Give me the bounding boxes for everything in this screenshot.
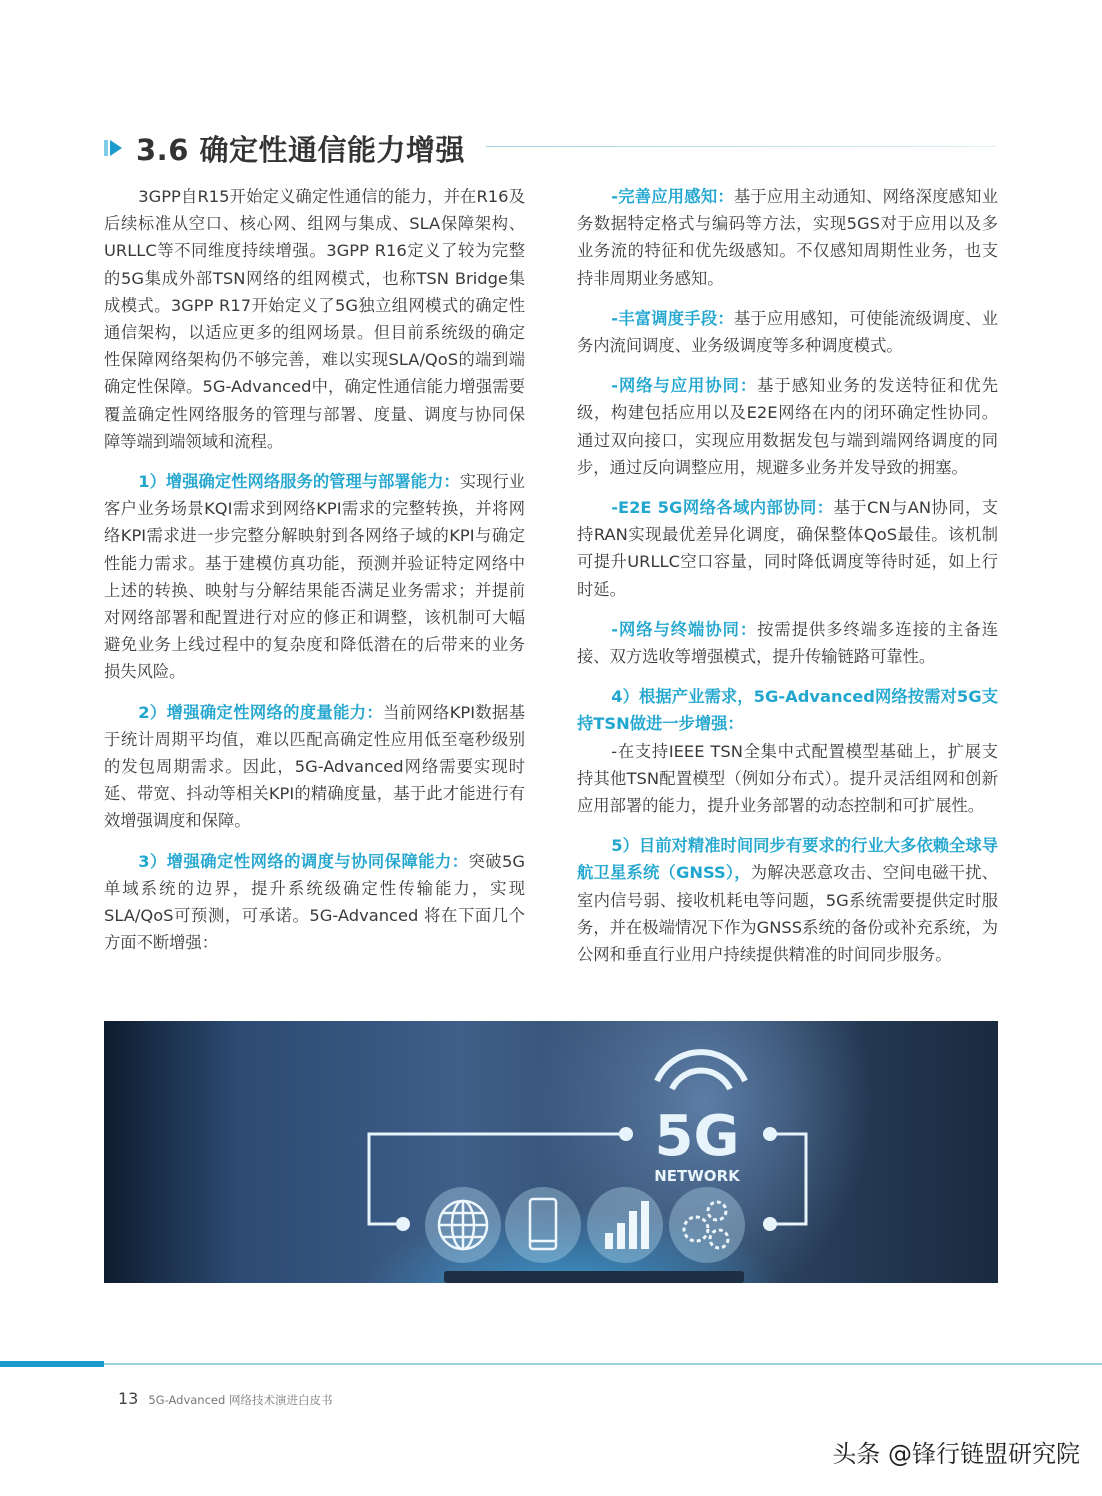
section-title: 3.6 确定性通信能力增强: [136, 132, 465, 167]
watermark-row: [0, 1408, 1102, 1489]
5g-network-image: [104, 1021, 998, 1283]
watermark: 头条 @锋行链盟研究院: [832, 1440, 1080, 1469]
bullet-body: 基于应用感知，可使能流级调度、业务内流间调度、业务级调度等多种调度模式。: [577, 308, 998, 356]
logo-5g: 5G: [654, 1104, 740, 1170]
logo-network: NETWORK: [654, 1167, 740, 1186]
bullet-scheduling: [577, 305, 998, 359]
footer-divider-wrap: [0, 1361, 1102, 1369]
bullet-e2e: [577, 494, 998, 603]
footer: [118, 1389, 1102, 1408]
item-1-body: 实现行业客户业务场景KQI需求到网络KPI需求的完整转换，并将网络KPI需求进一步完整分解映射到各网络子域的KPI与确定性能力需求。基于建模仿真功能，预测并验证特定网络中上述的转换、映射与分解结果能否满足业务需求；并提前对网络部署和配置进行对应的修正和调整，该机制可大幅避免业务上线过程中的复杂度和降低潜在的后带来的业务损失风险。: [104, 472, 525, 682]
phone-edge: [444, 1271, 744, 1283]
bullet-heading: -网络与终端协同：: [611, 619, 758, 639]
right-column: [577, 183, 998, 981]
left-column: [104, 183, 525, 969]
document-title: 5G-Advanced 网络技术演进白皮书: [148, 1393, 333, 1408]
item-3-heading: 3）增强确定性网络的调度与协同保障能力：: [138, 851, 469, 871]
item-2: [104, 699, 525, 835]
page-number: 13: [118, 1389, 139, 1409]
item-2-body: 当前网络KPI数据基于统计周期平均值，难以匹配高确定性应用低至毫秒级别的发包周期需求。因此，5G-Advanced网络需要实现时延、带宽、抖动等相关KPI的精确度量，基于此才能进行有效增强调度和保障。: [104, 702, 525, 831]
item-5-body: 为解决恶意攻击、空间电磁干扰、室内信号弱、接收机耗电等问题，5G系统需要提供定时服务，并在极端情况下作为GNSS系统的备份或补充系统，为公网和垂直行业用户持续提供精准的时间同步服务。: [577, 863, 998, 965]
item-5-heading: 5）目前对精准时间同步有要求的行业大多依赖全球导航卫星系统（GNSS），: [577, 836, 998, 883]
item-5: [577, 832, 998, 968]
item-3: [104, 848, 525, 957]
bullet-body: 基于感知业务的发送特征和优先级，构建包括应用以及E2E网络在内的闭环确定性协同。通过双向接口，实现应用数据发包与端到端网络调度的同步，通过反向调整应用，规避多业务并发导致的拥塞。: [577, 376, 998, 477]
text-columns: [104, 183, 998, 981]
item-1: [104, 468, 525, 686]
wifi-icon: [657, 1052, 745, 1089]
bullet-heading: -网络与应用协同：: [611, 376, 758, 396]
footer-divider: [0, 1363, 1102, 1365]
bullet-app-awareness: [577, 183, 998, 292]
item-4-body: -在支持IEEE TSN全集中式配置模型基础上，扩展支持其他TSN配置模型（例如分布式）。提升灵活组网和创新应用部署的能力，提升业务部署的动态控制和可扩展性。: [577, 741, 998, 816]
bullet-body: 基于应用主动通知、网络深度感知业务数据特定格式与编码等方法，实现5GS对于应用以及多业务流的特征和优先级感知。不仅感知周期性业务，也支持非周期业务感知。: [577, 187, 998, 288]
item-2-heading: 2）增强确定性网络的度量能力：: [138, 702, 384, 722]
bullet-network-app: [577, 372, 998, 481]
intro-paragraph: 3GPP自R15开始定义确定性通信的能力，并在R16及后续标准从空口、核心网、组网与集成、SLA保障架构、URLLC等不同维度持续增强。3GPP R16定义了较为完整的5G集成外部TSN网络的组网模式，也称TSN Bridge集成模式。3GPP R17开始定义了5G独立组网模式的确定性通信架构，以适应更多的组网场景。但目前系统级的确定性保障网络架构仍不够完善，难以实现SLA/QoS的端到端确定性保障。5G-Advanced中，确定性通信能力增强需要覆盖确定性网络服务的管理与部署、度量、调度与协同保障等端到端领域和流程。: [104, 187, 525, 451]
item-1-heading: 1）增强确定性网络服务的管理与部署能力：: [138, 472, 460, 492]
bullet-terminal: [577, 616, 998, 670]
bullet-body: 按需提供多终端多连接的主备连接、双方选收等增强模式，提升传输链路可靠性。: [577, 619, 998, 667]
bullet-heading: -E2E 5G网络各域内部协同：: [611, 498, 834, 518]
item-4-heading: 4）根据产业需求，5G-Advanced网络按需对5G支持TSN做进一步增强：: [577, 687, 998, 734]
bullet-body: 基于CN与AN协同，支持RAN实现最优差异化调度，确保整体QoS最佳。该机制可提升URLLC空口容量，同时降低调度等待时延，如上行时延。: [577, 498, 998, 599]
globe-icon: [439, 1201, 487, 1249]
bullet-heading: -完善应用感知：: [611, 187, 734, 206]
bullet-heading: -丰富调度手段：: [611, 308, 734, 328]
item-3-body: 突破5G单域系统的边界，提升系统级确定性传输能力，实现SLA/QoS可预测，可承诺。5G-Advanced 将在下面几个方面不断增强：: [104, 851, 525, 953]
footer-accent-bar: [0, 1361, 104, 1367]
